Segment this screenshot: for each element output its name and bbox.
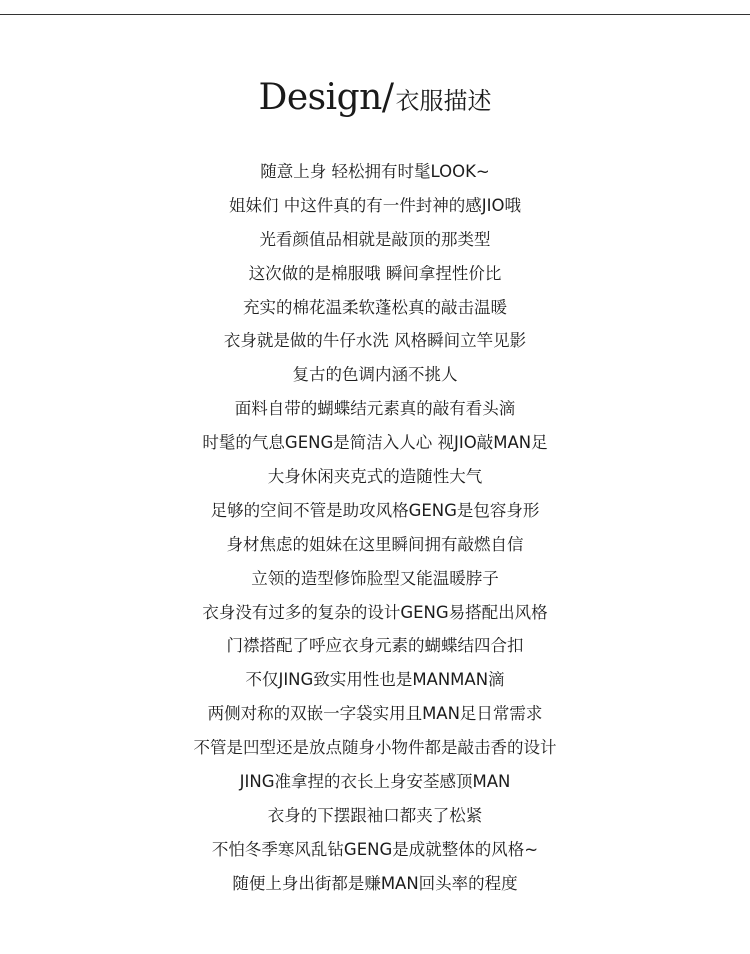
section-heading	[0, 72, 750, 130]
description-line: 复古的色调内涵不挑人	[292, 365, 458, 385]
description-line: 面料自带的蝴蝶结元素真的敲有看头滴	[234, 399, 516, 419]
description-line: 这次做的是棉服哦 瞬间拿捏性价比	[248, 263, 502, 283]
description-line: 衣身没有过多的复杂的设计GENG易搭配出风格	[202, 602, 548, 622]
description-line: 不管是凹型还是放点随身小物件都是敲击香的设计	[193, 738, 557, 758]
description-line: 光看颜值品相就是敲顶的那类型	[259, 229, 491, 249]
description-line: 随意上身 轻松拥有时髦LOOK~	[260, 162, 490, 181]
heading-english: Design/	[258, 77, 394, 118]
description-line: 门襟搭配了呼应衣身元素的蝴蝶结四合扣	[226, 636, 524, 656]
description-line: 大身休闲夹克式的造随性大气	[267, 467, 483, 487]
description-line: 立领的造型修饰脸型又能温暖脖子	[251, 568, 499, 588]
description-line: 时髦的气息GENG是简洁入人心 视JIO敲MAN足	[202, 433, 548, 453]
description-line: 不怕冬季寒风乱钻GENG是成就整体的风格~	[211, 839, 539, 859]
top-divider	[0, 14, 750, 15]
heading-chinese: 衣服描述	[395, 87, 492, 115]
description-line: JING准拿捏的衣长上身安荃感顶MAN	[239, 772, 511, 792]
description-text	[0, 155, 750, 901]
description-line: 衣身的下摆跟袖口都夹了松紧	[267, 805, 483, 825]
description-line: 充实的棉花温柔软蓬松真的敲击温暖	[243, 297, 507, 317]
description-line: 身材焦虑的姐妹在这里瞬间拥有敲燃自信	[226, 534, 524, 554]
description-line: 不仅JING致实用性也是MANMAN滴	[245, 670, 505, 690]
description-line: 两侧对称的双嵌一字袋实用且MAN足日常需求	[207, 704, 543, 724]
description-line: 衣身就是做的牛仔水洗 风格瞬间立竿见影	[223, 331, 527, 351]
description-line: 随便上身出街都是赚MAN回头率的程度	[232, 873, 518, 893]
description-line: 姐妹们 中这件真的有一件封神的感JIO哦	[229, 195, 521, 215]
description-line: 足够的空间不管是助攻风格GENG是包容身形	[210, 500, 540, 520]
